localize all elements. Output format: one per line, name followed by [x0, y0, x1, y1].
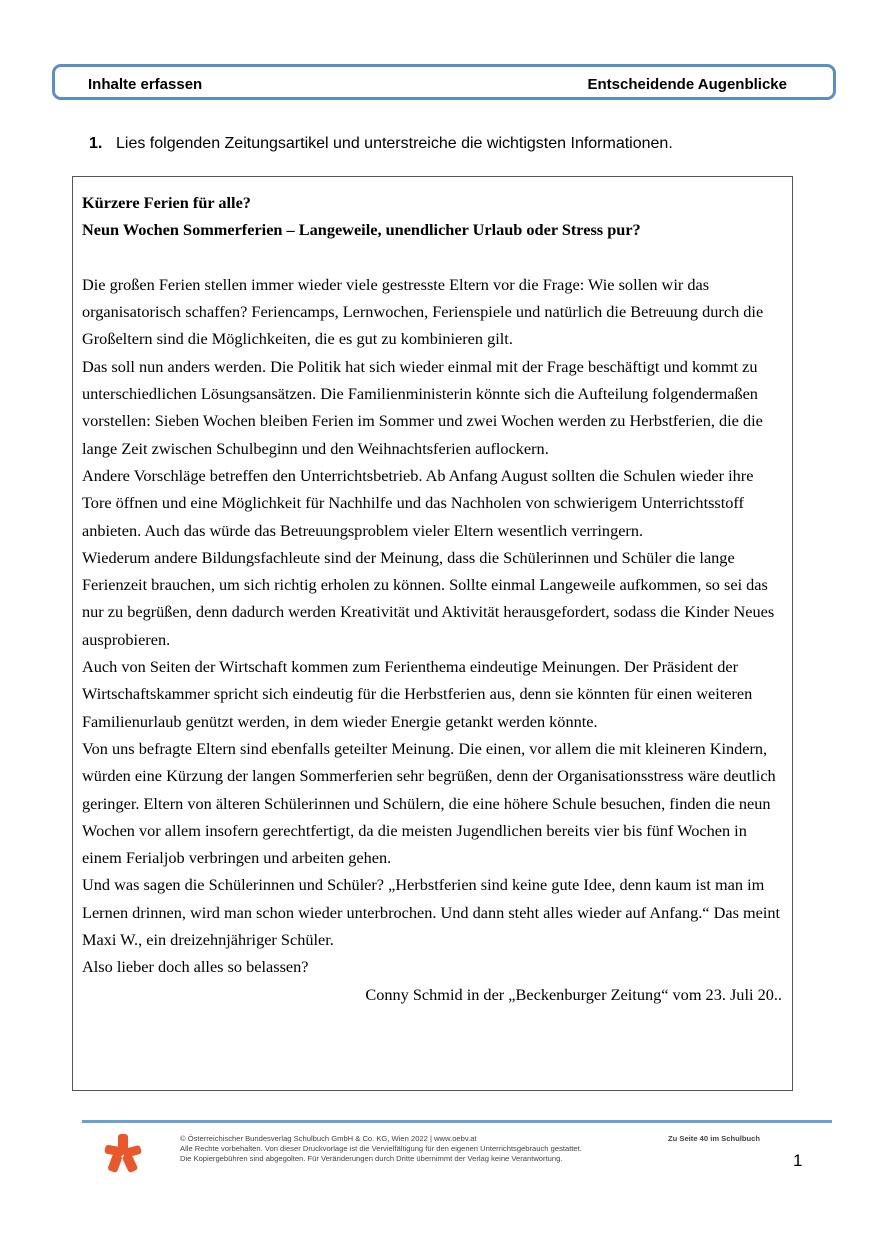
article-paragraph: Von uns befragte Eltern sind ebenfalls geteilter Meinung. Die einen, vor allem die mit kleineren Kindern, würden eine Kürzung der langen Sommerferien sehr begrüßen, denn der Organisationsstress wäre deutlich geringer. Eltern von älteren Schülerinnen und Schülern, die eine höhere Schule besuchen, finden die neun Wochen vor allem insofern gerechtfertigt, da die meisten Jugendlichen bereits vier bis fünf Wochen in einem Ferialjob verbringen und arbeiten gehen. — [82, 738, 776, 868]
task-instruction — [89, 135, 673, 153]
article-headline: Kürzere Ferien für alle? — [82, 193, 251, 212]
footer-divider — [82, 1120, 832, 1123]
task-text: Lies folgenden Zeitungsartikel und unterstreiche die wichtigsten Informationen. — [116, 135, 673, 152]
article-subheadline: Neun Wochen Sommerferien – Langeweile, unendlicher Urlaub oder Stress pur? — [82, 220, 641, 240]
copyright-line: Die Kopiergebühren sind abgegolten. Für Veränderungen durch Dritte übernimmt der Verlag keine Verantwortung. — [180, 1154, 563, 1163]
chapter-title: Entscheidende Augenblicke — [587, 76, 787, 93]
schoolbook-reference: Zu Seite 40 im Schulbuch — [668, 1134, 760, 1143]
page-number: 1 — [793, 1151, 803, 1170]
article-byline: Conny Schmid in der „Beckenburger Zeitung“ vom 23. Juli 20.. — [365, 984, 782, 1004]
copyright-line: Alle Rechte vorbehalten. Von dieser Druckvorlage ist die Vervielfältigung für den eigenen Unterrichtsgebrauch gestattet. — [180, 1144, 582, 1153]
newspaper-article — [72, 176, 793, 1091]
oebv-asterisk-logo-icon — [104, 1133, 142, 1173]
article-paragraph: Wiederum andere Bildungsfachleute sind der Meinung, dass die Schülerinnen und Schüler die lange Ferienzeit brauchen, um sich richtig erholen zu können. Sollte einmal Langeweile aufkommen, so sei das nur zu begrüßen, denn dadurch werden Kreativität und Aktivität herausgefordert, sodass die Kinder Neues ausprobieren. — [82, 547, 775, 649]
article-paragraph: Die großen Ferien stellen immer wieder viele gestresste Eltern vor die Frage: Wie sollen wir das organisatorisch schaffen? Feriencamps, Lernwochen, Ferienspiele und natürlich die Betreuung durch die Großeltern sind die Möglichkeiten, die es gut zu kombinieren gilt. — [82, 274, 764, 349]
article-paragraph: Auch von Seiten der Wirtschaft kommen zum Ferienthema eindeutige Meinungen. Der Präsident der Wirtschaftskammer spricht sich eindeutig für die Herbstferien aus, denn sie könnten für einen weiteren Familienurlaub genützt werden, in dem wieder Energie getankt werden könnte. — [82, 657, 753, 731]
article-paragraph: Das soll nun anders werden. Die Politik hat sich wieder einmal mit der Frage beschäftigt und kommt zu unterschiedlichen Lösungsansätzen. Die Familienministerin könnte sich die Aufteilung folgendermaßen vorstellen: Sieben Wochen bleiben Ferien im Sommer und zwei Wochen werden zu Herbstferien, die die lange Zeit zwischen Schulbeginn und den Weihnachtsferien auflockern. — [82, 356, 763, 458]
article-paragraph: Also lieber doch alles so belassen? — [82, 957, 309, 977]
task-number: 1. — [89, 135, 103, 152]
section-title: Inhalte erfassen — [88, 76, 203, 93]
header-box — [52, 64, 836, 100]
spacer — [82, 244, 784, 271]
article-paragraph: Und was sagen die Schülerinnen und Schüler? „Herbstferien sind keine gute Idee, denn kaum ist man im Lernen drinnen, wird man schon wieder unterbrochen. Und dann steht alles wieder auf Anfang.“ Das meint Maxi W., ein dreizehnjähriger Schüler. — [82, 875, 781, 950]
article-paragraph: Andere Vorschläge betreffen den Unterrichtsbetrieb. Ab Anfang August sollten die Schulen wieder ihre Tore öffnen und eine Möglichkeit für Nachhilfe und das Nachholen von schwierigem Unterrichtsstoff anbieten. Auch das würde das Betreuungsproblem vieler Eltern wesentlich verringern. — [82, 465, 754, 540]
copyright-notice — [180, 1134, 582, 1164]
copyright-line: © Österreichischer Bundesverlag Schulbuch GmbH & Co. KG, Wien 2022 | www.oebv.at — [180, 1134, 477, 1143]
